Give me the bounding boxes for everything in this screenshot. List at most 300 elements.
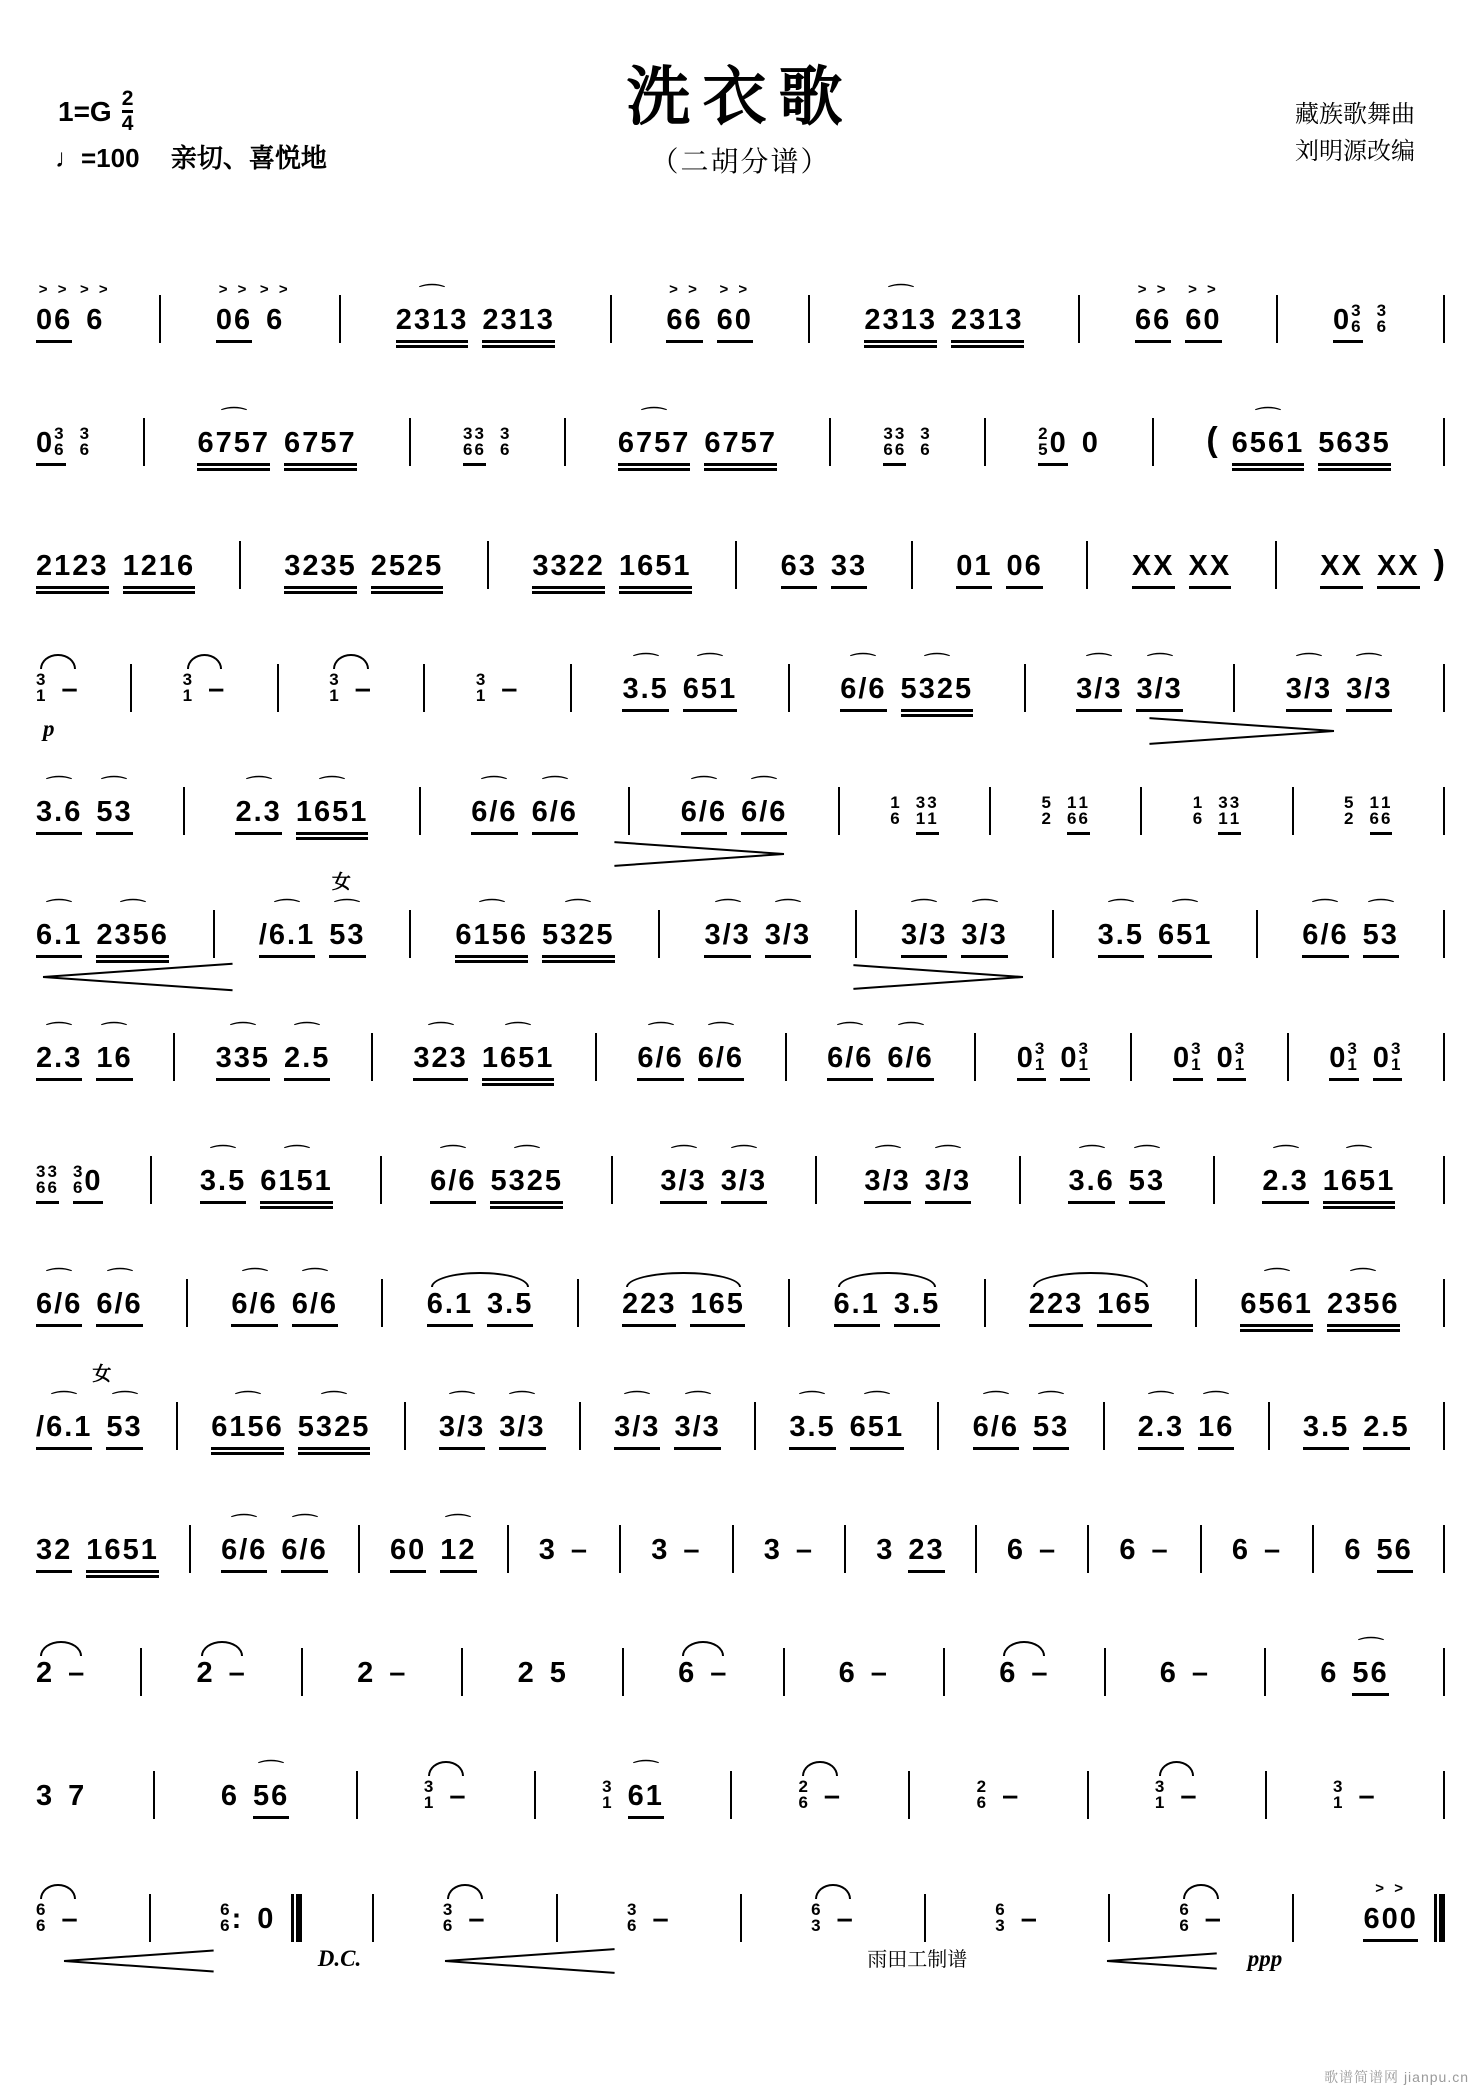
key-signature bbox=[58, 88, 133, 135]
hairpin-line bbox=[64, 1960, 214, 1972]
note-stack bbox=[475, 669, 488, 705]
note-stack bbox=[1154, 1776, 1167, 1812]
beat: – bbox=[468, 1903, 487, 1935]
measures-row bbox=[36, 787, 1445, 835]
barline bbox=[556, 1894, 558, 1942]
beat: – bbox=[61, 1903, 80, 1935]
measure bbox=[36, 1536, 159, 1573]
beat: ⌒ 2.3 bbox=[235, 798, 281, 835]
barline bbox=[783, 1648, 785, 1696]
note-stack bbox=[463, 423, 475, 459]
measure bbox=[1038, 423, 1100, 466]
decrescendo-hairpin bbox=[614, 845, 784, 861]
barline bbox=[461, 1648, 463, 1696]
barline bbox=[1443, 418, 1445, 466]
measure bbox=[956, 552, 1043, 589]
measure bbox=[1119, 1536, 1169, 1573]
note-stack bbox=[1192, 792, 1205, 828]
stack-bottom: 6 bbox=[894, 439, 907, 459]
stack-bottom: 5 bbox=[1038, 439, 1050, 459]
barline bbox=[183, 787, 185, 835]
note-stack bbox=[1347, 1038, 1359, 1074]
beat: 223 bbox=[1029, 1290, 1083, 1327]
hairpin-line bbox=[64, 1950, 214, 1962]
stack-bottom: 1 bbox=[602, 1792, 614, 1812]
barline bbox=[1195, 1279, 1197, 1327]
beat: ⌒ 3/3 bbox=[925, 1167, 971, 1204]
beat: ⌒ 12 bbox=[440, 1536, 476, 1573]
note-stack bbox=[1369, 792, 1381, 828]
beat bbox=[1179, 1899, 1191, 1942]
measure bbox=[36, 552, 195, 589]
stack-bottom: 6 bbox=[883, 439, 895, 459]
note-stack bbox=[1041, 792, 1053, 828]
measure bbox=[995, 1899, 1039, 1942]
key-label: 1=G bbox=[58, 95, 112, 127]
beat: 3.5 bbox=[487, 1290, 533, 1327]
barline bbox=[579, 1402, 581, 1450]
measure bbox=[231, 1290, 338, 1327]
annotation-text: 雨田工制谱 bbox=[867, 1949, 968, 1971]
note-stack bbox=[995, 1899, 1007, 1935]
measures-row bbox=[36, 541, 1445, 589]
tempo-marking bbox=[55, 138, 327, 175]
barline bbox=[1443, 664, 1445, 712]
beat: – bbox=[823, 1780, 843, 1812]
measure bbox=[1068, 1167, 1165, 1204]
beat bbox=[1192, 792, 1205, 835]
barline bbox=[143, 418, 145, 466]
stack-bottom: 1 bbox=[927, 808, 939, 828]
stack-bottom: 6 bbox=[36, 1915, 48, 1935]
barline bbox=[937, 1402, 939, 1450]
measures-row bbox=[36, 1894, 1445, 1942]
barline bbox=[1200, 1525, 1202, 1573]
note-stack bbox=[798, 1776, 810, 1812]
beat: 0 3 1 bbox=[1329, 1041, 1359, 1081]
beat: ⌒ 6/6 bbox=[637, 1044, 683, 1081]
note-stack bbox=[1078, 792, 1090, 828]
note-stack bbox=[442, 1899, 455, 1935]
beat bbox=[499, 423, 512, 466]
measure bbox=[1041, 792, 1090, 835]
measure bbox=[197, 429, 356, 466]
stack-bottom: 6 bbox=[474, 439, 486, 459]
stack-bottom: 6 bbox=[976, 1792, 989, 1812]
measure bbox=[427, 1290, 534, 1327]
barline bbox=[1276, 295, 1278, 343]
page-title: 洗衣歌 bbox=[626, 61, 855, 133]
beat: 0 3 6 bbox=[36, 426, 66, 466]
stack-bottom: 1 bbox=[475, 685, 488, 705]
beat: ⌒ 3.5 bbox=[200, 1167, 246, 1204]
barline bbox=[1087, 1525, 1089, 1573]
tempo-value: ♩=100 bbox=[55, 143, 140, 173]
note-stack bbox=[499, 423, 512, 459]
stack-bottom: 3 bbox=[811, 1915, 823, 1935]
beat: ⌒ 53 bbox=[1129, 1167, 1165, 1204]
stack-bottom: 6 bbox=[1078, 808, 1090, 828]
score-line-3 bbox=[36, 498, 1445, 621]
beat: 2 bbox=[357, 1657, 376, 1689]
beat bbox=[36, 1899, 48, 1942]
beat: 3 bbox=[538, 1534, 557, 1566]
measure bbox=[1160, 1659, 1210, 1696]
beat: 3.5 bbox=[894, 1290, 940, 1327]
barline bbox=[1140, 787, 1142, 835]
measure bbox=[1232, 1536, 1282, 1573]
watermark: 歌谱简谱网 jianpu.cn bbox=[1324, 2069, 1469, 2085]
measure bbox=[883, 423, 932, 466]
barline bbox=[1130, 1033, 1132, 1081]
score-line-11 bbox=[36, 1482, 1445, 1605]
note-stack bbox=[890, 792, 902, 828]
stack-top: 6 bbox=[811, 1899, 823, 1919]
beat: ⌒ 16 bbox=[1198, 1413, 1234, 1450]
beat: ⌒ 2.3 bbox=[1138, 1413, 1184, 1450]
beat: ⌒ 6/6 bbox=[532, 798, 578, 835]
note-stack bbox=[36, 1899, 48, 1935]
beat: – bbox=[354, 673, 373, 705]
measure bbox=[637, 1044, 744, 1081]
note-stack bbox=[72, 1161, 85, 1197]
measure bbox=[36, 1044, 133, 1081]
measure bbox=[284, 552, 443, 589]
beat: 5635 bbox=[1318, 429, 1391, 466]
measure bbox=[681, 798, 788, 835]
stack-top: 5 bbox=[1041, 792, 1053, 812]
stack-bottom: 1 bbox=[1229, 808, 1242, 828]
measure bbox=[1240, 1290, 1399, 1327]
beat: 6 bbox=[1344, 1534, 1363, 1566]
measure bbox=[539, 1536, 589, 1573]
beat: > > 66 bbox=[666, 306, 702, 343]
hairpin-line bbox=[43, 976, 233, 991]
measure bbox=[976, 1776, 1021, 1819]
barline bbox=[740, 1894, 742, 1942]
measure bbox=[357, 1659, 407, 1696]
score-body bbox=[0, 252, 1481, 1974]
barline bbox=[1443, 1648, 1445, 1696]
barline bbox=[989, 787, 991, 835]
stack-top: 3 bbox=[72, 1161, 85, 1181]
beat: ⌒ 56 bbox=[253, 1782, 289, 1819]
measure bbox=[471, 798, 578, 835]
barline bbox=[358, 1525, 360, 1573]
barline bbox=[1443, 910, 1445, 958]
note-stack bbox=[182, 669, 195, 705]
score-line-10 bbox=[36, 1359, 1445, 1482]
measure bbox=[614, 1413, 721, 1450]
note-stack bbox=[602, 1776, 614, 1812]
note-stack bbox=[1078, 1038, 1090, 1074]
measure bbox=[1320, 544, 1445, 589]
barline bbox=[1312, 1525, 1314, 1573]
barline bbox=[419, 787, 421, 835]
hairpin-line bbox=[854, 964, 1024, 978]
barline bbox=[619, 1525, 621, 1573]
beat: ⌒ 1651 bbox=[482, 1044, 555, 1081]
dynamic-marking: p bbox=[43, 716, 55, 741]
measure bbox=[532, 552, 691, 589]
beat: ⌒ 2.3 bbox=[36, 1044, 82, 1081]
note-stack bbox=[220, 1899, 232, 1935]
beat bbox=[1154, 1776, 1167, 1819]
measure bbox=[36, 798, 133, 835]
hairpin-line bbox=[614, 841, 784, 855]
stack-bottom: 6 bbox=[890, 808, 902, 828]
barline bbox=[564, 418, 566, 466]
barline bbox=[1108, 1894, 1110, 1942]
beat bbox=[915, 792, 939, 835]
measure bbox=[764, 1536, 814, 1573]
note-stack bbox=[1344, 792, 1356, 828]
barline bbox=[409, 910, 411, 958]
barline bbox=[404, 1402, 406, 1450]
score-line-8 bbox=[36, 1113, 1445, 1236]
note-stack bbox=[894, 423, 907, 459]
beat: ⌒ 3/3 bbox=[1286, 675, 1332, 712]
barline bbox=[911, 541, 913, 589]
beat: ⌒ 6757 bbox=[197, 429, 270, 466]
beat: ⌒ 1651 bbox=[1323, 1167, 1396, 1204]
barline bbox=[213, 910, 215, 958]
beat: – bbox=[570, 1534, 590, 1566]
stack-bottom: 1 bbox=[1154, 1792, 1167, 1812]
beat: 7 bbox=[68, 1780, 87, 1812]
beat: ⌒ 6/6 bbox=[471, 798, 517, 835]
beat: ⌒ 6156 bbox=[455, 921, 528, 958]
stack-top: 2 bbox=[976, 1776, 989, 1796]
barline bbox=[1265, 1771, 1267, 1819]
barline bbox=[984, 1279, 986, 1327]
barline bbox=[507, 1525, 509, 1573]
barline bbox=[371, 1033, 373, 1081]
barline bbox=[186, 1279, 188, 1327]
stack-top: 3 bbox=[1154, 1776, 1167, 1796]
beat bbox=[1376, 300, 1389, 343]
measure bbox=[221, 1536, 328, 1573]
measure bbox=[876, 1536, 944, 1573]
stack-top: 1 bbox=[1192, 792, 1205, 812]
measure bbox=[798, 1776, 843, 1819]
beat: ⌒ 335 bbox=[216, 1044, 270, 1081]
stack-top: 3 bbox=[442, 1899, 455, 1919]
note-stack bbox=[1390, 1038, 1403, 1074]
beat: 2 bbox=[517, 1657, 536, 1689]
measure bbox=[890, 792, 939, 835]
beat bbox=[463, 423, 486, 466]
beat bbox=[1041, 792, 1053, 835]
measures-row bbox=[36, 418, 1445, 466]
measure bbox=[197, 1659, 247, 1696]
beat: 23 bbox=[908, 1536, 944, 1573]
beat: – bbox=[68, 1657, 87, 1689]
stack-bottom: 1 bbox=[1218, 808, 1230, 828]
beat: – bbox=[1204, 1903, 1223, 1935]
stack-bottom: 6 bbox=[1351, 316, 1363, 336]
stack-bottom: 1 bbox=[1191, 1054, 1203, 1074]
note-stack bbox=[883, 423, 895, 459]
barline bbox=[1443, 1525, 1445, 1573]
voice-label: 女 bbox=[331, 872, 351, 893]
beat: ⌒ 3/3 bbox=[660, 1167, 706, 1204]
stack-bottom: 6 bbox=[442, 1915, 455, 1935]
barline bbox=[534, 1771, 536, 1819]
stack-top: 3 bbox=[36, 669, 48, 689]
hairpin-line bbox=[445, 1948, 615, 1962]
score-line-6 bbox=[36, 867, 1445, 990]
beat: ⌒ 6/6 bbox=[698, 1044, 744, 1081]
beat: ⌒ 6151 bbox=[260, 1167, 333, 1204]
beat: 0 3 1 bbox=[1017, 1041, 1047, 1081]
beat: – bbox=[449, 1780, 468, 1812]
stack-bottom: 1 bbox=[1333, 1792, 1345, 1812]
beat: 6 bbox=[1159, 1657, 1178, 1689]
stack-top: 1 bbox=[1369, 792, 1381, 812]
beat: – bbox=[228, 1657, 247, 1689]
stack-top: 3 bbox=[499, 423, 512, 443]
beat: ⌒ 651 bbox=[850, 1413, 904, 1450]
beat: ⌒ 3/3 bbox=[674, 1413, 720, 1450]
barline bbox=[1264, 1648, 1266, 1696]
barline bbox=[838, 787, 840, 835]
barline bbox=[924, 1894, 926, 1942]
beat bbox=[36, 1161, 59, 1204]
measure bbox=[901, 921, 1008, 958]
beat: ⌒ 6/6 bbox=[840, 675, 886, 712]
stack-bottom: 6 bbox=[36, 1177, 48, 1197]
beat: 3.5 bbox=[1303, 1413, 1349, 1450]
note-stack bbox=[474, 423, 486, 459]
beat: ⌒ 6/6 bbox=[221, 1536, 267, 1573]
barline bbox=[1275, 541, 1277, 589]
beat bbox=[798, 1776, 810, 1819]
beat bbox=[1344, 792, 1356, 835]
score-line-2 bbox=[36, 375, 1445, 498]
beat: ⌒ 5325 bbox=[542, 921, 615, 958]
measure bbox=[36, 423, 92, 466]
measure bbox=[216, 306, 284, 343]
barline bbox=[829, 418, 831, 466]
measure bbox=[864, 306, 1023, 343]
note-stack bbox=[1351, 300, 1363, 336]
beat: 3 bbox=[876, 1534, 895, 1566]
stack-bottom: 1 bbox=[1347, 1054, 1359, 1074]
score-line-7 bbox=[36, 990, 1445, 1113]
beat: 6.1 bbox=[427, 1290, 473, 1327]
measure bbox=[1007, 1536, 1057, 1573]
measures-row bbox=[36, 295, 1445, 343]
barline bbox=[975, 1525, 977, 1573]
stack-bottom: 6 bbox=[220, 1915, 232, 1935]
note-stack bbox=[36, 1161, 48, 1197]
beat: ⌒ 3.5 bbox=[789, 1413, 835, 1450]
barline bbox=[409, 418, 411, 466]
beat: 165 bbox=[690, 1290, 744, 1327]
score-line-14 bbox=[36, 1851, 1445, 1974]
beat: ⌒ 6.1 bbox=[36, 921, 82, 958]
note-stack bbox=[1191, 1038, 1203, 1074]
stack-top: 3 bbox=[1390, 1038, 1403, 1058]
stack-top: 3 bbox=[423, 1776, 436, 1796]
barline bbox=[239, 541, 241, 589]
hairpin-line bbox=[445, 1960, 615, 1974]
beat: 0 3 1 bbox=[1373, 1041, 1403, 1081]
barline bbox=[984, 418, 986, 466]
crescendo-hairpin bbox=[1107, 1952, 1217, 1968]
stack-top: 3 bbox=[1078, 1038, 1090, 1058]
stack-top: 3 bbox=[894, 423, 907, 443]
beat: ⌒ 5325 bbox=[490, 1167, 563, 1204]
beat: 6757 bbox=[284, 429, 357, 466]
measure bbox=[973, 1413, 1070, 1450]
stack-top: 3 bbox=[1333, 1776, 1345, 1796]
barline bbox=[754, 1402, 756, 1450]
decrescendo-hairpin bbox=[1149, 722, 1334, 738]
stack-bottom: 3 bbox=[995, 1915, 1007, 1935]
beat: ⌒ 6/6 bbox=[1302, 921, 1348, 958]
stack-top: 3 bbox=[1229, 792, 1242, 812]
stack-top: 6 bbox=[995, 1899, 1007, 1919]
stack-bottom: 6 bbox=[463, 439, 475, 459]
note-stack bbox=[47, 1161, 59, 1197]
barline bbox=[808, 295, 810, 343]
note-stack bbox=[1376, 300, 1389, 336]
beat: ⌒ 6561 bbox=[1232, 429, 1305, 466]
stack-bottom: 1 bbox=[1078, 1054, 1090, 1074]
measure bbox=[660, 1167, 767, 1204]
beat: ⌒ 6757 bbox=[618, 429, 691, 466]
beat: ⌒ 6/6 bbox=[36, 1290, 82, 1327]
score-line-12 bbox=[36, 1605, 1445, 1728]
beat: 3 6 0 bbox=[73, 1164, 103, 1204]
beat: – bbox=[1358, 1780, 1377, 1812]
stack-top: 3 bbox=[883, 423, 895, 443]
beat: 0 3 1 bbox=[1217, 1041, 1247, 1081]
measures-row bbox=[36, 910, 1445, 958]
beat: 06 bbox=[1006, 552, 1042, 589]
barline bbox=[1103, 1402, 1105, 1450]
measure bbox=[211, 1413, 370, 1450]
beat: ⌒ 3.5 bbox=[622, 675, 668, 712]
barline bbox=[658, 910, 660, 958]
beat: 1216 bbox=[123, 552, 196, 589]
barline bbox=[1443, 1156, 1445, 1204]
stack-top: 1 bbox=[1078, 792, 1090, 812]
barline bbox=[610, 295, 612, 343]
stack-top: 3 bbox=[915, 792, 928, 812]
stack-top: 3 bbox=[182, 669, 195, 689]
barline bbox=[140, 1648, 142, 1696]
measure bbox=[1135, 306, 1222, 343]
barline bbox=[1443, 1279, 1445, 1327]
measures-row bbox=[36, 664, 1445, 712]
beat: ⌒ 6/6 bbox=[741, 798, 787, 835]
stack-bottom: 6 bbox=[1380, 808, 1393, 828]
beat bbox=[811, 1899, 823, 1942]
measure bbox=[36, 306, 104, 343]
beat: ⌒ 6/6 bbox=[96, 1290, 142, 1327]
beat bbox=[1067, 792, 1090, 835]
barline bbox=[1292, 1894, 1294, 1942]
measure bbox=[1076, 675, 1183, 712]
note-stack bbox=[36, 669, 48, 705]
stack-top: 6 bbox=[1179, 1899, 1191, 1919]
beat: 165 bbox=[1097, 1290, 1151, 1327]
score-line-5 bbox=[36, 744, 1445, 867]
beat: 0 3 1 bbox=[1173, 1041, 1203, 1081]
